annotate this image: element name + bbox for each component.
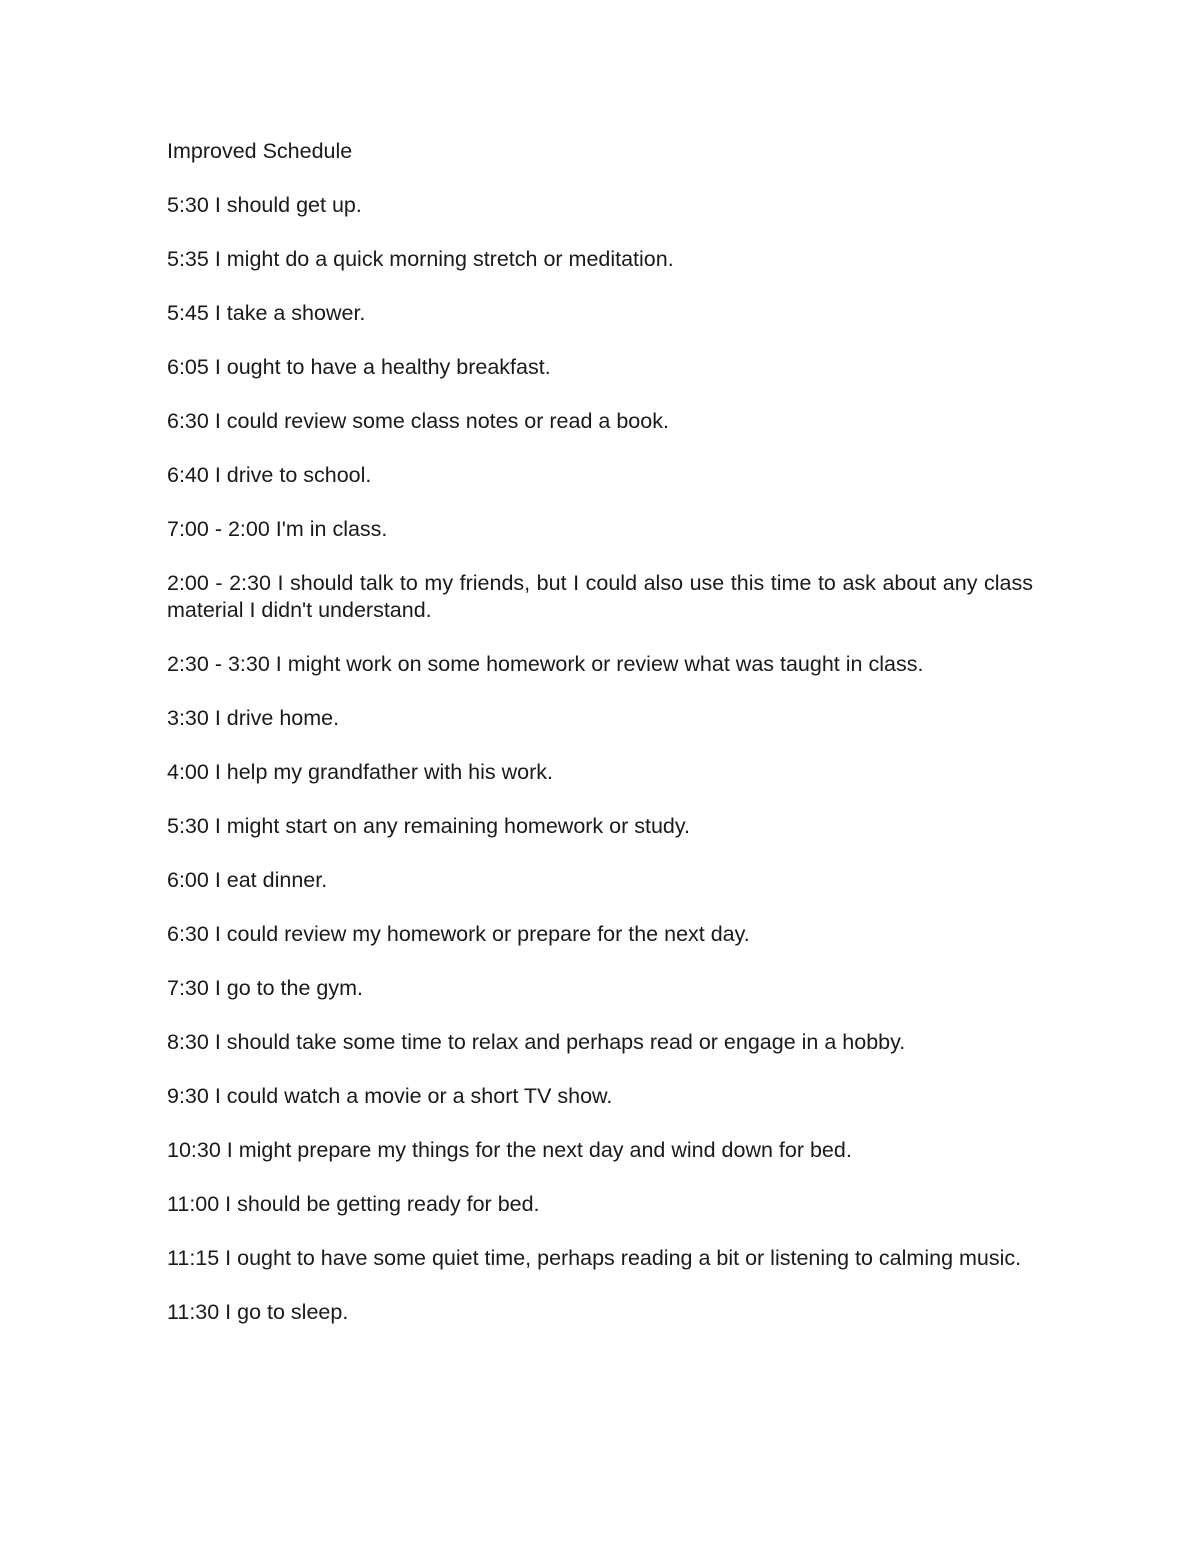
schedule-entry: 7:30 I go to the gym. (167, 976, 364, 1000)
schedule-entry: 6:30 I could review my homework or prepare for the next day. (167, 922, 750, 946)
schedule-entry: 10:30 I might prepare my things for the next day and wind down for bed. (167, 1138, 852, 1162)
schedule-entry: 5:35 I might do a quick morning stretch or meditation. (167, 247, 674, 271)
schedule-entry: 6:40 I drive to school. (167, 463, 372, 487)
schedule-entry: 6:00 I eat dinner. (167, 868, 328, 892)
document-title: Improved Schedule (167, 139, 353, 163)
schedule-entry: 5:30 I might start on any remaining homework or study. (167, 814, 691, 838)
schedule-entry: 8:30 I should take some time to relax and perhaps read or engage in a hobby. (167, 1030, 906, 1054)
schedule-entry: 11:00 I should be getting ready for bed. (167, 1192, 540, 1216)
schedule-entry: 3:30 I drive home. (167, 706, 340, 730)
schedule-entry: 11:30 I go to sleep. (167, 1300, 349, 1324)
document-body (167, 138, 1033, 1326)
schedule-entry: 6:30 I could review some class notes or read a book. (167, 409, 669, 433)
schedule-entry: 5:30 I should get up. (167, 193, 362, 217)
schedule-entry: 9:30 I could watch a movie or a short TV show. (167, 1084, 613, 1108)
schedule-entry: 11:15 I ought to have some quiet time, perhaps reading a bit or listening to calming music. (167, 1246, 1022, 1270)
schedule-entry: 7:00 - 2:00 I'm in class. (167, 517, 388, 541)
schedule-entry: 5:45 I take a shower. (167, 301, 366, 325)
schedule-entry: 2:00 - 2:30 I should talk to my friends, but I could also use this time to ask about any class material I didn't understand. (167, 571, 1033, 622)
schedule-entry: 6:05 I ought to have a healthy breakfast. (167, 355, 551, 379)
schedule-entry: 4:00 I help my grandfather with his work. (167, 760, 553, 784)
schedule-entry: 2:30 - 3:30 I might work on some homework or review what was taught in class. (167, 652, 924, 676)
